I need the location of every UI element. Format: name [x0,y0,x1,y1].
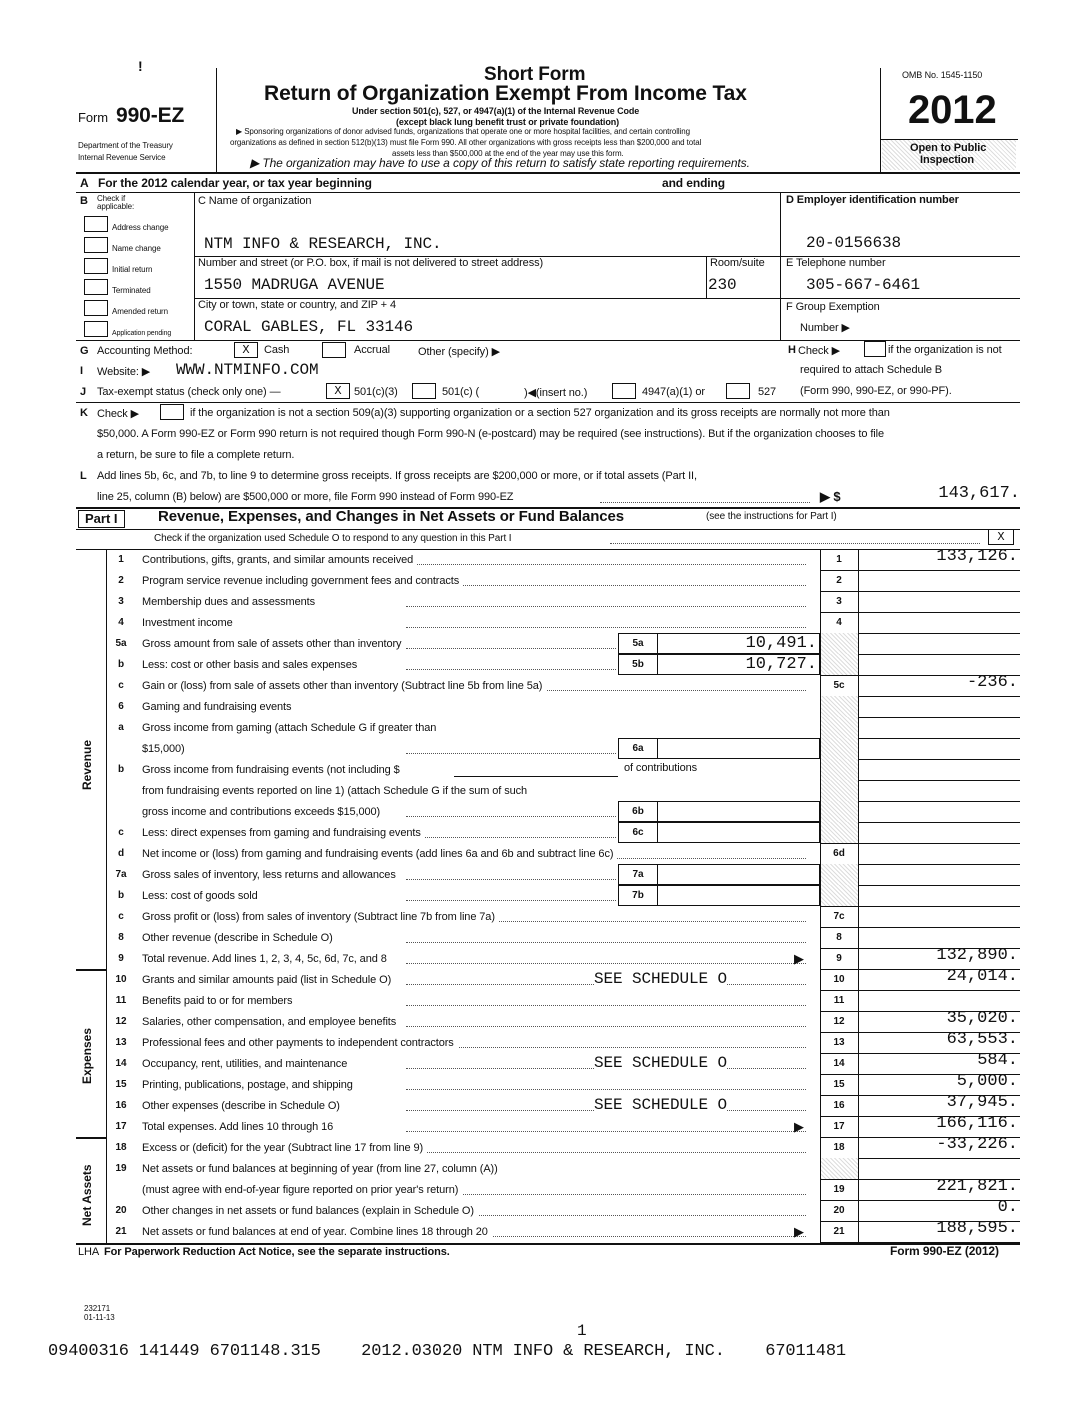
line-row [106,1032,1020,1053]
row-a-ending: and ending [662,176,725,190]
line-number: d [117,848,125,859]
tracking-line: 09400316 141449 6701148.315 2012.03020 NTM INFO & RESEARCH, INC. 67011481 [48,1342,847,1361]
line-text: Gross profit or (loss) from sales of inventory (Subtract line 7b from line 7a) [142,911,499,923]
line-value[interactable]: 132,890. [936,946,1018,965]
line-value[interactable]: -33,226. [936,1135,1018,1154]
accrual-label: Accrual [354,344,390,356]
line-row [106,1158,1020,1179]
line-number: a [118,722,124,733]
org-name[interactable]: NTM INFO & RESEARCH, INC. [204,235,442,253]
accounting-method-label: Accounting Method: [97,345,193,357]
line-box-label: 3 [836,596,842,607]
inner-box-label: 5a [618,633,658,654]
line-text: Other expenses (describe in Schedule O) [142,1100,344,1112]
shaded-cell [821,696,858,717]
checkbox-501c[interactable] [412,383,436,399]
inner-box-label: 7a [618,864,658,885]
line-box-label: 17 [833,1121,845,1132]
line-row [106,717,1020,738]
inner-box-label: 6b [618,801,658,822]
ein-label: D Employer identification number [786,194,959,206]
arrow-right-icon: ▶ [141,366,151,378]
cash-label: Cash [264,344,290,356]
arrow-right-icon: ▶ [250,156,263,170]
line-text: Grants and similar amounts paid (list in Schedule O) [142,974,395,986]
open-public-2: Inspection [920,154,975,166]
line-value[interactable]: 133,126. [936,547,1018,566]
row-a-text: For the 2012 calendar year, or tax year beginning [98,176,372,190]
label-address-change: Address change [112,223,169,232]
label-insert-no: )◀(insert no.) [524,387,588,399]
line-box-label: 7c [833,911,845,922]
arrow-right-icon: ▶ [820,489,830,504]
dept-irs: Internal Revenue Service [78,153,166,162]
line-value[interactable]: 188,595. [936,1219,1018,1238]
line-row [106,927,1020,948]
arrow-right-icon: ▶ [841,322,850,334]
arrow-right-icon: ▶ [794,1224,804,1239]
line-box-label: 13 [833,1037,845,1048]
line-text: Gain or (loss) from sale of assets other than inventory (Subtract line 5b from line 5a) [142,680,546,692]
line-row [106,969,1020,990]
dept-treasury: Department of the Treasury [78,141,173,150]
group-exemption-label: F Group Exemption [786,301,880,313]
tax-year: 2012 [908,88,997,132]
dotted-leader [406,648,616,649]
arrow-right-icon: ▶ [236,127,245,136]
b-title-1: Check if [97,194,126,203]
line-number: 3 [118,596,124,607]
line-row [106,1011,1020,1032]
part-i-title: Revenue, Expenses, and Changes in Net Assets or Fund Balances [158,508,624,525]
dotted-leader [406,963,806,964]
line-text: Salaries, other compensation, and employee benefits [142,1016,400,1028]
line-box-label: 14 [833,1058,845,1069]
checkbox-application-pending[interactable] [84,321,108,337]
line-row [106,885,1020,906]
dotted-leader [406,1152,806,1153]
line-row [106,633,1020,654]
shaded-cell [821,633,858,654]
inner-box-label: 6a [618,738,658,759]
line-row [106,801,1020,822]
label-527: 527 [758,386,777,398]
inner-box-value[interactable]: 10,727. [658,654,820,675]
group-exemption-number-label: Number ▶ [800,322,850,334]
line-text: Program service revenue including government fees and contracts [142,575,463,587]
line-number: 18 [115,1142,127,1153]
inner-box-value[interactable] [658,822,820,843]
line-value[interactable]: 0. [997,1198,1018,1217]
line-box-label: 4 [836,617,842,628]
see-schedule-o: SEE SCHEDULE O [594,1096,728,1114]
line-box-label: 20 [833,1205,845,1216]
line-row [106,612,1020,633]
h-check-label: Check ▶ [798,345,841,357]
dotted-leader [406,1194,806,1195]
line-number: 13 [115,1037,127,1048]
k-check-label: Check ▶ [97,408,140,420]
line-number: c [118,827,124,838]
paperwork-notice: For Paperwork Reduction Act Notice, see the separate instructions. [104,1246,450,1258]
form-code-2: 01-11-13 [84,1313,115,1322]
line-box-label: 8 [836,932,842,943]
line-text: Benefits paid to or for members [142,995,296,1007]
line-number: 9 [118,953,124,964]
line-row [106,843,1020,864]
side-label-expenses: Expenses [80,1027,94,1084]
line-text: Total revenue. Add lines 1, 2, 3, 4, 5c, 6d, 7c, and 8 [142,953,391,965]
checkbox-501c3[interactable]: X [326,383,350,399]
line-box-label: 5c [833,680,845,691]
website-label: Website: ▶ [97,366,151,378]
line-number: 20 [115,1205,127,1216]
line-number: 17 [115,1121,127,1132]
open-public-1: Open to Public [910,142,987,154]
line-text: Other changes in net assets or fund balances (explain in Schedule O) [142,1205,478,1217]
dotted-leader [406,585,806,586]
row-a-letter: A [80,176,89,190]
line-number: 11 [115,995,127,1006]
arrow-right-icon: ▶ [130,408,140,420]
line-row [106,675,1020,696]
line-text: Investment income [142,617,237,629]
line-number: c [118,680,124,691]
b-title-2: applicable: [97,202,135,211]
line-row [106,1137,1020,1158]
see-schedule-o: SEE SCHEDULE O [594,1054,728,1072]
line-box-label: 16 [833,1100,845,1111]
line-number: b [117,764,125,775]
line-extra-text: of contributions [624,762,697,774]
line-value[interactable]: 221,821. [936,1177,1018,1196]
label-terminated: Terminated [112,286,151,295]
dotted-leader [406,1131,806,1132]
line-box-label: 10 [833,974,845,985]
checkbox-4947a1[interactable] [612,383,636,399]
k-line-2: $50,000. A Form 990-EZ or Form 990 return is not required though Form 990-N (e-postcard) may be required (see instructions). But if the organization chooses to file [97,428,884,440]
checkbox-terminated[interactable] [84,279,108,295]
inner-box-value[interactable] [658,738,820,759]
ein-value[interactable]: 20-0156638 [806,234,902,252]
l-letter: L [80,470,87,482]
shaded-cell [821,654,858,675]
line-text: Net income or (loss) from gaming and fundraising events (add lines 6a and 6b and subtract line 6c) [142,848,617,860]
gross-receipts-value[interactable]: 143,617. [938,484,1020,503]
line-row [106,549,1020,570]
form-subtitle-2: (except black lung benefit trust or private foundation) [396,117,620,127]
i-letter: I [80,365,83,377]
city-label: City or town, state or country, and ZIP + 4 [198,299,396,311]
shaded-cell [821,738,858,759]
line-value[interactable]: -236. [966,673,1018,692]
h-text: if the organization is not [888,344,1002,356]
line-row [106,1200,1020,1221]
l-line-1: Add lines 5b, 6c, and 7b, to line 9 to determine gross receipts. If gross receipts are $200,000 or more, or if total assets (Part II, [97,470,697,482]
schedule-o-check-text: Check if the organization used Schedule O to respond to any question in this Part I [154,533,512,544]
lha-label: LHA [78,1246,100,1258]
line-row [106,1179,1020,1200]
line-row [106,1095,1020,1116]
line-row [106,759,1020,780]
inner-box-value[interactable] [658,864,820,885]
line-text: from fundraising events reported on line 1) (attach Schedule G if the sum of such [142,785,531,797]
website-value[interactable]: WWW.NTMINFO.COM [176,361,319,379]
line-box-label: 6d [833,848,845,859]
line-text: Excess or (deficit) for the year (Subtract line 17 from line 9) [142,1142,427,1154]
line-number: 14 [115,1058,127,1069]
line-text: Gross sales of inventory, less returns and allowances [142,869,400,881]
top-mark: ! [138,58,143,74]
line-text: Net assets or fund balances at end of year. Combine lines 18 through 20 [142,1226,492,1238]
line-value[interactable]: 5,000. [956,1072,1018,1091]
line-row [106,990,1020,1011]
line-box-label: 19 [833,1184,845,1195]
line-row [106,696,1020,717]
line-text: Total expenses. Add lines 10 through 16 [142,1121,337,1133]
line-value[interactable]: 24,014. [946,967,1018,986]
line-number: 8 [118,932,124,943]
dotted-leader [406,1026,806,1027]
label-501c: 501(c) ( [442,386,480,398]
line-box-label: 12 [833,1016,845,1027]
inner-box-value[interactable] [658,885,820,906]
shaded-cell [821,801,858,822]
form-code-1: 232171 [84,1304,111,1313]
checkbox-amended-return[interactable] [84,300,108,316]
line-text: Printing, publications, postage, and shipping [142,1079,357,1091]
line-number: 7a [115,869,127,880]
line-number: 12 [115,1016,127,1027]
dotted-leader [406,900,616,901]
l-arrow: ▶ $ [820,489,841,504]
checkbox-schedule-o[interactable]: X [988,529,1014,545]
line-row [106,1074,1020,1095]
form-prefix: Form [78,110,108,125]
line-row [106,1116,1020,1137]
shaded-cell [821,885,858,906]
form-subtitle-1: Under section 501(c), 527, or 4947(a)(1) of the Internal Revenue Code [352,106,640,116]
line-number: 6 [118,701,124,712]
checkbox-name-change[interactable] [84,237,108,253]
sponsor-line-1: ▶ Sponsoring organizations of donor advised funds, organizations that operate one or more hospital facilities, and certain controlling [236,127,690,136]
line-row [106,906,1020,927]
line-value[interactable]: 166,116. [936,1114,1018,1133]
arrow-right-icon: ▶ [794,951,804,966]
line-number: 21 [115,1226,127,1237]
h-line-2: required to attach Schedule B [800,364,943,376]
line-text: Less: direct expenses from gaming and fundraising events [142,827,425,839]
dotted-leader [406,606,806,607]
line-text: Other revenue (describe in Schedule O) [142,932,337,944]
label-initial-return: Initial return [112,265,153,274]
line-text: Professional fees and other payments to independent contractors [142,1037,458,1049]
line-number: 15 [115,1079,127,1090]
line-box-label: 11 [833,995,845,1006]
line-row [106,591,1020,612]
part-i-title-note: (see the instructions for Part I) [706,511,837,522]
phone-label: E Telephone number [786,257,886,269]
shaded-cell [821,717,858,738]
inner-box-label: 7b [618,885,658,906]
label-501c3: 501(c)(3) [354,386,398,398]
line-text: (must agree with end-of-year figure reported on prior year's return) [142,1184,462,1196]
line-number: 1 [118,554,124,565]
line-text: Gaming and fundraising events [142,701,295,713]
checkbox-address-change[interactable] [84,216,108,232]
side-label-net-assets: Net Assets [80,1164,94,1226]
label-4947a1: 4947(a)(1) or [642,386,705,398]
line-text: Occupancy, rent, utilities, and maintenance [142,1058,351,1070]
room-label: Room/suite [710,257,765,269]
line-row [106,1053,1020,1074]
line-box-label: 1 [836,554,842,565]
line-box-label: 15 [833,1079,845,1090]
checkbox-527[interactable] [726,383,750,399]
line-row [106,948,1020,969]
label-name-change: Name change [112,244,161,253]
shaded-cell [821,1158,858,1179]
street-address[interactable]: 1550 MADRUGA AVENUE [204,276,385,294]
line-box-label: 18 [833,1142,845,1153]
line-value[interactable]: 37,945. [946,1093,1018,1112]
line-number: 16 [115,1100,127,1111]
line-value[interactable]: 35,020. [946,1009,1018,1028]
side-label-revenue: Revenue [80,739,94,790]
line-text: Net assets or fund balances at beginning of year (from line 27, column (A)) [142,1163,502,1175]
phone-value[interactable]: 305-667-6461 [806,276,921,294]
line-text: Gross amount from sale of assets other than inventory [142,638,405,650]
tax-exempt-status-label: Tax-exempt status (check only one) — [97,386,281,398]
form-title: Return of Organization Exempt From Income Tax [264,82,747,105]
line-row [106,570,1020,591]
checkbox-initial-return[interactable] [84,258,108,274]
shaded-cell [821,864,858,885]
short-form-title: Short Form [484,64,586,85]
checkbox-schedule-b[interactable] [864,341,886,357]
k-line-1: if the organization is not a section 509(a)(3) supporting organization or a section 527 organization and its gross receipts are normally not more than [190,407,890,419]
inner-box-label: 6c [618,822,658,843]
dotted-leader [406,816,616,817]
part-i-tag: Part I [78,510,125,528]
dotted-leader [406,837,616,838]
form-number: 990-EZ [116,104,185,127]
line-text: Less: cost or other basis and sales expenses [142,659,361,671]
label-amended-return: Amended return [112,307,168,316]
line-text: Gross income from fundraising events (not including $ [142,764,404,776]
line-number: 4 [118,617,124,628]
shaded-cell [821,822,858,843]
line-value[interactable]: 584. [977,1051,1018,1070]
line-number: 5a [115,638,127,649]
g-letter: G [80,345,89,357]
see-schedule-o: SEE SCHEDULE O [594,970,728,988]
line-row [106,654,1020,675]
dotted-leader [406,1089,806,1090]
h-letter: H [788,344,796,356]
street-label: Number and street (or P.O. box, if mail is not delivered to street address) [198,257,544,269]
line-text: Gross income from gaming (attach Schedule G if greater than [142,722,440,734]
page-number: 1 [577,1322,587,1340]
dotted-leader [406,753,616,754]
arrow-right-icon: ▶ [831,345,841,357]
line-text: Membership dues and assessments [142,596,319,608]
dotted-leader [406,1047,806,1048]
line-row [106,780,1020,801]
inner-box-value[interactable]: 10,491. [658,633,820,654]
dotted-leader [406,669,616,670]
dotted-leader [406,879,616,880]
line-text: Less: cost of goods sold [142,890,262,902]
l-line-2: line 25, column (B) below) are $500,000 or more, file Form 990 instead of Form 990-EZ [97,491,514,503]
line-number: b [117,890,125,901]
other-specify-label: Other (specify) ▶ [418,346,500,358]
shaded-cell [821,780,858,801]
k-line-3: a return, be sure to file a complete return. [97,449,295,461]
line-value[interactable]: 63,553. [946,1030,1018,1049]
state-line: ▶ The organization may have to use a copy of this return to satisfy state reporting requirements. [250,156,750,170]
j-letter: J [80,386,87,398]
form-footer-label: Form 990-EZ (2012) [890,1244,999,1258]
sponsor-line-3: assets less than $500,000 at the end of the year may use this form. [392,149,624,158]
line-number: 19 [115,1163,127,1174]
line-row [106,822,1020,843]
city-state-zip[interactable]: CORAL GABLES, FL 33146 [204,318,414,336]
line-box-label: 21 [833,1226,845,1237]
line-box-label: 2 [836,575,842,586]
arrow-right-icon: ▶ [794,1119,804,1134]
arrow-right-icon: ▶ [491,346,500,358]
inner-box-label: 5b [618,654,658,675]
h-line-3: (Form 990, 990-EZ, or 990-PF). [800,385,952,397]
sponsor-line-2: organizations as defined in section 512(b)(13) must file Form 990. All other organizations with gross receipts less than $200,000 and total [230,138,702,147]
inner-box-value[interactable] [658,801,820,822]
checkbox-cash[interactable]: X [234,342,258,358]
line-box-label: 9 [836,953,842,964]
k-letter: K [80,407,88,419]
shaded-cell [821,759,858,780]
line-text: gross income and contributions exceeds $15,000) [142,806,384,818]
b-letter: B [80,195,88,207]
dotted-leader [406,1005,806,1006]
checkbox-accrual[interactable] [322,342,346,358]
org-name-label: C Name of organization [198,195,312,207]
dotted-leader [406,942,806,943]
checkbox-k[interactable] [160,404,184,420]
line-row [106,738,1020,759]
line-row [106,1221,1020,1242]
dotted-leader [406,564,806,565]
room-suite[interactable]: 230 [708,276,737,294]
line-text: $15,000) [142,743,189,755]
label-application-pending: Application pending [112,330,172,337]
line-number: b [117,659,125,670]
line-text: Contributions, gifts, grants, and similar amounts received [142,554,417,566]
dotted-leader [406,627,806,628]
line-number: 10 [115,974,127,985]
line-row [106,864,1020,885]
line-number: 2 [118,575,124,586]
omb-number: OMB No. 1545-1150 [902,70,983,80]
line-number: c [118,911,124,922]
